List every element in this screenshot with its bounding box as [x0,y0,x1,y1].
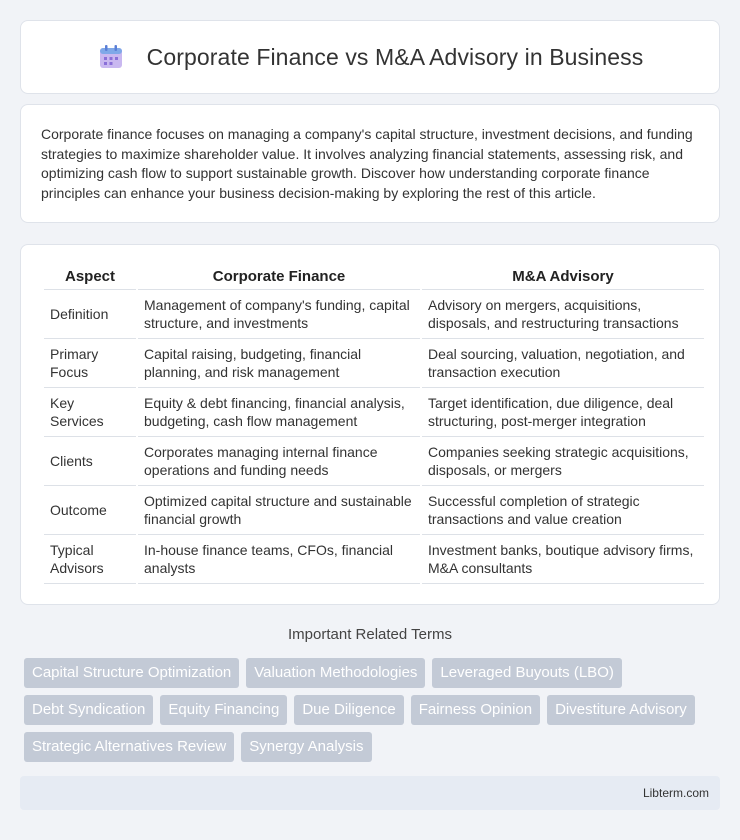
table-cell: Optimized capital structure and sustainable financial growth [138,486,420,535]
table-row [44,535,704,584]
table-cell: Corporates managing internal finance operations and funding needs [138,437,420,486]
comparison-table-card [20,244,720,605]
table-cell-aspect: Key Services [44,388,136,437]
related-term-tag[interactable]: Due Diligence [294,695,403,725]
table-cell-aspect: Typical Advisors [44,535,136,584]
table-cell: Advisory on mergers, acquisitions, disposals, and restructuring transactions [422,290,704,339]
table-cell: Equity & debt financing, financial analysis, budgeting, cash flow management [138,388,420,437]
table-row [44,486,704,535]
table-row [44,437,704,486]
table-cell-aspect: Outcome [44,486,136,535]
related-term-tag[interactable]: Fairness Opinion [411,695,540,725]
table-cell: Investment banks, boutique advisory firms, M&A consultants [422,535,704,584]
intro-paragraph: Corporate finance focuses on managing a company's capital structure, investment decisions, and funding strategies to maximize shareholder value. It involves analyzing financial statements, assessing risk, and optimizing cash flow to support sustainable growth. Discover how understanding corporate finance principles can enhance your business decision-making by exploring the rest of this article. [41,126,693,201]
column-header: M&A Advisory [422,265,704,290]
table-cell-aspect: Clients [44,437,136,486]
table-cell: Management of company's funding, capital structure, and investments [138,290,420,339]
table-cell: In-house finance teams, CFOs, financial analysts [138,535,420,584]
related-term-tag[interactable]: Divestiture Advisory [547,695,695,725]
footer-site-link[interactable]: Libterm.com [642,786,709,800]
table-cell: Deal sourcing, valuation, negotiation, and transaction execution [422,339,704,388]
table-header-row [44,265,704,290]
related-terms-title: Important Related Terms [288,626,452,643]
related-term-tag[interactable]: Strategic Alternatives Review [24,732,234,762]
related-term-tag[interactable]: Equity Financing [160,695,287,725]
column-header: Corporate Finance [138,265,420,290]
header-card [20,20,720,94]
table-cell: Successful completion of strategic transactions and value creation [422,486,704,535]
related-term-tag[interactable]: Synergy Analysis [241,732,371,762]
related-term-tag[interactable]: Debt Syndication [24,695,153,725]
comparison-table [42,265,706,584]
page-title: Corporate Finance vs M&A Advisory in Business [146,43,644,70]
related-term-tag[interactable]: Leveraged Buyouts (LBO) [432,658,621,688]
table-cell: Target identification, due diligence, deal structuring, post-merger integration [422,388,704,437]
intro-card [20,104,720,223]
table-cell-aspect: Primary Focus [44,339,136,388]
calendar-icon [97,43,125,71]
column-header: Aspect [44,265,136,290]
table-cell: Companies seeking strategic acquisitions, disposals, or mergers [422,437,704,486]
table-row [44,339,704,388]
related-terms-list [24,658,724,769]
table-cell-aspect: Definition [44,290,136,339]
related-term-tag[interactable]: Valuation Methodologies [246,658,425,688]
related-term-tag[interactable]: Capital Structure Optimization [24,658,239,688]
table-cell: Capital raising, budgeting, financial planning, and risk management [138,339,420,388]
footer [20,776,720,810]
table-row [44,388,704,437]
table-row [44,290,704,339]
